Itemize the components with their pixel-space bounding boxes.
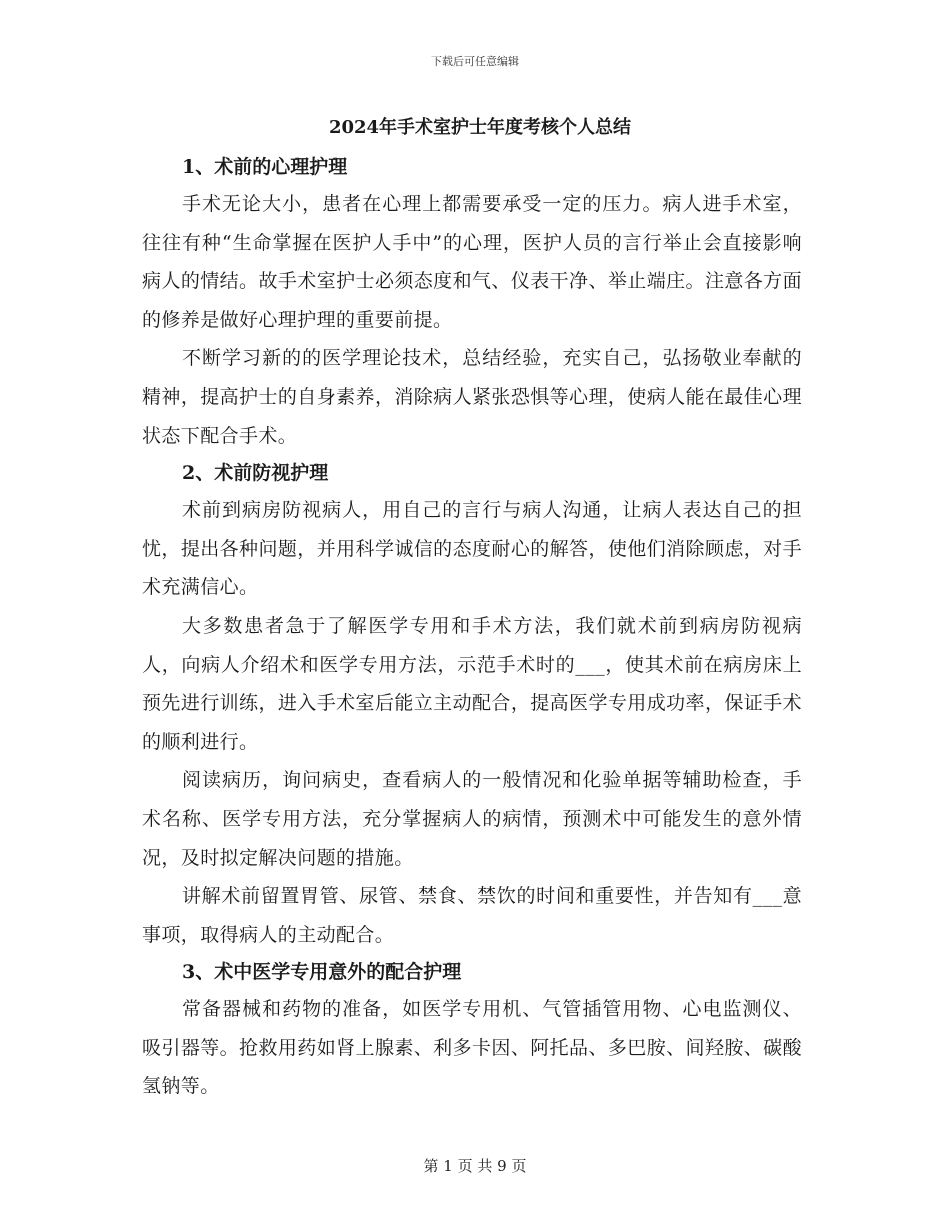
paragraph: 大多数患者急于了解医学专用和手术方法，我们就术前到病房防视病人，向病人介绍术和医学专用方法，示范手术时的___，使其术前在病房床上预先进行训练，进入手术室后能立主动配合，提高医学专用成功率，保证手术的顺利进行。	[142, 614, 802, 753]
paragraph: 手术无论大小，患者在心理上都需要承受一定的压力。病人进手术室，往往有种“生命掌握在医护人手中”的心理，医护人员的言行举止会直接影响病人的情结。故手术室护士必须态度和气、仪表干净、举止端庄。注意各方面的修养是做好心理护理的重要前提。	[142, 193, 802, 331]
page-header: 下载后可任意编辑	[431, 55, 519, 68]
section-3	[142, 954, 802, 1106]
paragraph: 不断学习新的的医学理论技术，总结经验，充实自己，弘扬敬业奉献的精神，提高护士的自身素养，消除病人紧张恐惧等心理，使病人能在最佳心理状态下配合手术。	[142, 347, 802, 447]
document-title: 2024年手术室护士年度考核个人总结	[328, 117, 632, 138]
page-footer: 第 1 页 共 9 页	[423, 1157, 527, 1175]
section-1	[142, 149, 802, 455]
paragraph: 术前到病房防视病人，用自己的言行与病人沟通，让病人表达自己的担忧，提出各种问题，并用科学诚信的态度耐心的解答，使他们消除顾虑，对手术充满信心。	[142, 499, 802, 599]
section-2	[142, 455, 802, 954]
section-heading: 1、术前的心理护理	[182, 156, 348, 178]
paragraph: 讲解术前留置胃管、尿管、禁食、禁饮的时间和重要性，并告知有___意事项，取得病人的主动配合。	[142, 885, 802, 946]
paragraph: 常备器械和药物的准备，如医学专用机、气管插管用物、心电监测仪、吸引器等。抢救用药如肾上腺素、利多卡因、阿托品、多巴胺、间羟胺、碳酸氢钠等。	[142, 998, 802, 1098]
section-heading: 3、术中医学专用意外的配合护理	[182, 961, 462, 984]
section-heading: 2、术前防视护理	[182, 462, 329, 485]
paragraph: 阅读病历，询问病史，查看病人的一般情况和化验单据等辅助检查，手术名称、医学专用方法，充分掌握病人的病情，预测术中可能发生的意外情况，及时拟定解决问题的措施。	[142, 769, 802, 869]
document-body	[142, 113, 802, 1106]
